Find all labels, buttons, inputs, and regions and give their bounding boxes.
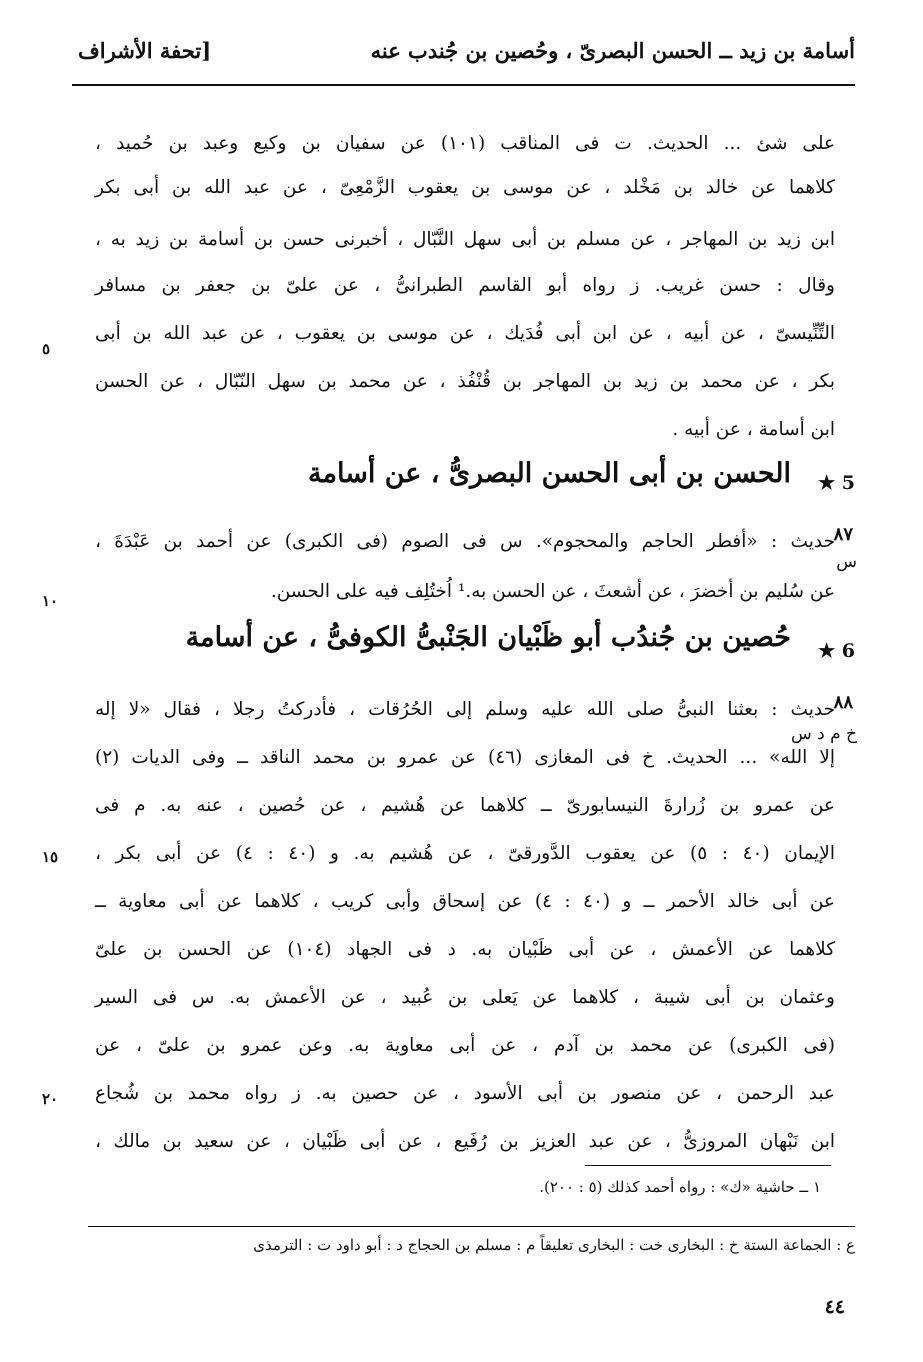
section-heading: الحسن بن أبى الحسن البصرىُّ ، عن أسامة [308,458,791,489]
text-line: ابن أسامة ، عن أبيه . [672,419,835,440]
section-marker: 5 ★ [818,472,855,494]
text-line: حديث : بعثنا النبىُّ صلى الله عليه وسلم إلى الحُرُقات ، فأدركتُ رجلا ، فقال «لا إله [95,699,835,720]
entry-number: ٨٨ [833,692,853,713]
abbreviations-key: ع : الجماعة الستة خ : البخارى خت : البخارى تعليقاً م : مسلم بن الحجاج د : أبو داود ت : الترمذى [253,1236,855,1254]
text-line: ابن زيد بن المهاجر ، عن مسلم بن أبى سهل النَّبّال ، أخبرنى حسن بن أسامة بن زيد به ، [95,229,835,250]
section-heading: حُصين بن جُندُب أبو ظَبْيان الجَنْبىُّ الكوفىُّ ، عن أسامة [185,622,791,653]
entry-number: ٨٧ [833,524,853,545]
header-title: أسامة بن زيد ــ الحسن البصرىّ ، وحُصين بن جُندب عنه [370,38,855,63]
header-divider [72,84,855,86]
text-line: الإيمان (٤٠ : ٥) عن يعقوب الدَّورقىّ ، عن هُشيم به. و (٤٠ : ٤) عن أبى بكر ، [95,843,836,864]
text-line: عن عمرو بن زُرارةَ النيسابورىّ ــ كلاهما عن هُشيم ، عن حُصين ، عنه به. م فى [95,795,835,816]
page-number: ٤٤ [824,1296,845,1318]
header-book-title: [تحفة الأشراف [78,38,212,63]
entry-codes: خ م د س [790,724,857,744]
text-line: عن سُليم بن أخضرَ ، عن أشعثَ ، عن الحسن به.¹ اُختُلِف فيه على الحسن. [270,581,835,602]
abbreviations-divider [88,1226,855,1227]
text-line: (فى الكبرى) عن محمد بن آدم ، عن أبى معاوية به. وعن عمرو بن علىّ ، عن [95,1035,835,1056]
text-line: وعثمان بن أبى شيبة ، كلاهما عن يَعلى بن عُبيد ، عن الأعمش به. س فى السير [95,987,835,1008]
section-marker: 6 ★ [818,640,855,662]
margin-line-number: ٥ [42,340,51,358]
footnote-divider [585,1165,831,1166]
margin-line-number: ١٥ [42,848,59,866]
text-line: عن أبى خالد الأحمر ــ و (٤٠ : ٤) عن إسحاق وأبى كريب ، كلاهما عن أبى معاوية ــ [95,891,835,912]
text-line: كلاهما عن الأعمش ، عن أبى ظَبْيان به. د فى الجهاد (١٠٤) عن الحسن بن علىّ [95,939,836,960]
text-line: على شئ ... الحديث. ت فى المناقب (١٠١) عن سفيان بن وكيع وعبد بن حُميد ، [95,133,836,154]
text-line: إلا الله» ... الحديث. خ فى المغازى (٤٦) عن عمرو بن محمد الناقد ــ وفى الديات (٢) [95,747,835,768]
text-line: كلاهما عن خالد بن مَخْلد ، عن موسى بن يعقوب الزَّمْعِىّ ، عن عبد الله بن أبى بكر [95,177,835,198]
entry-codes: س [836,552,857,572]
margin-line-number: ٢٠ [42,1090,59,1108]
text-line: ابن نَبْهان المروزىُّ ، عن عبد العزيز بن رُفَيع ، عن أبى ظَبْيان ، عن سعيد بن مالك ، [95,1131,835,1152]
text-line: حديث : «أفطر الحاجم والمحجوم». س فى الصوم (فى الكبرى) عن أحمد بن عَبْدَةَ ، [95,531,835,552]
text-line: عبد الرحمن ، عن منصور بن أبى الأسود ، عن حصين به. ز رواه محمد بن شُجاع [95,1083,835,1104]
text-line: وقال : حسن غريب. ز رواه أبو القاسم الطبرانىُّ ، عن علىّ بن جعفر بن مسافر [95,275,835,296]
text-line: التِّنِّيسىّ ، عن أبيه ، عن ابن أبى فُدَيك ، عن موسى بن يعقوب ، عن عبد الله بن أبى [95,323,835,344]
margin-line-number: ١٠ [42,592,59,610]
text-line: بكر ، عن محمد بن زيد بن المهاجر بن قُنْفُذ ، عن محمد بن سهل النّبّال ، عن الحسن [95,371,835,392]
footnote: ١ ــ حاشية «ك» : رواه أحمد كذلك (٥ : ٢٠٠). [539,1178,821,1196]
running-header [78,38,855,78]
